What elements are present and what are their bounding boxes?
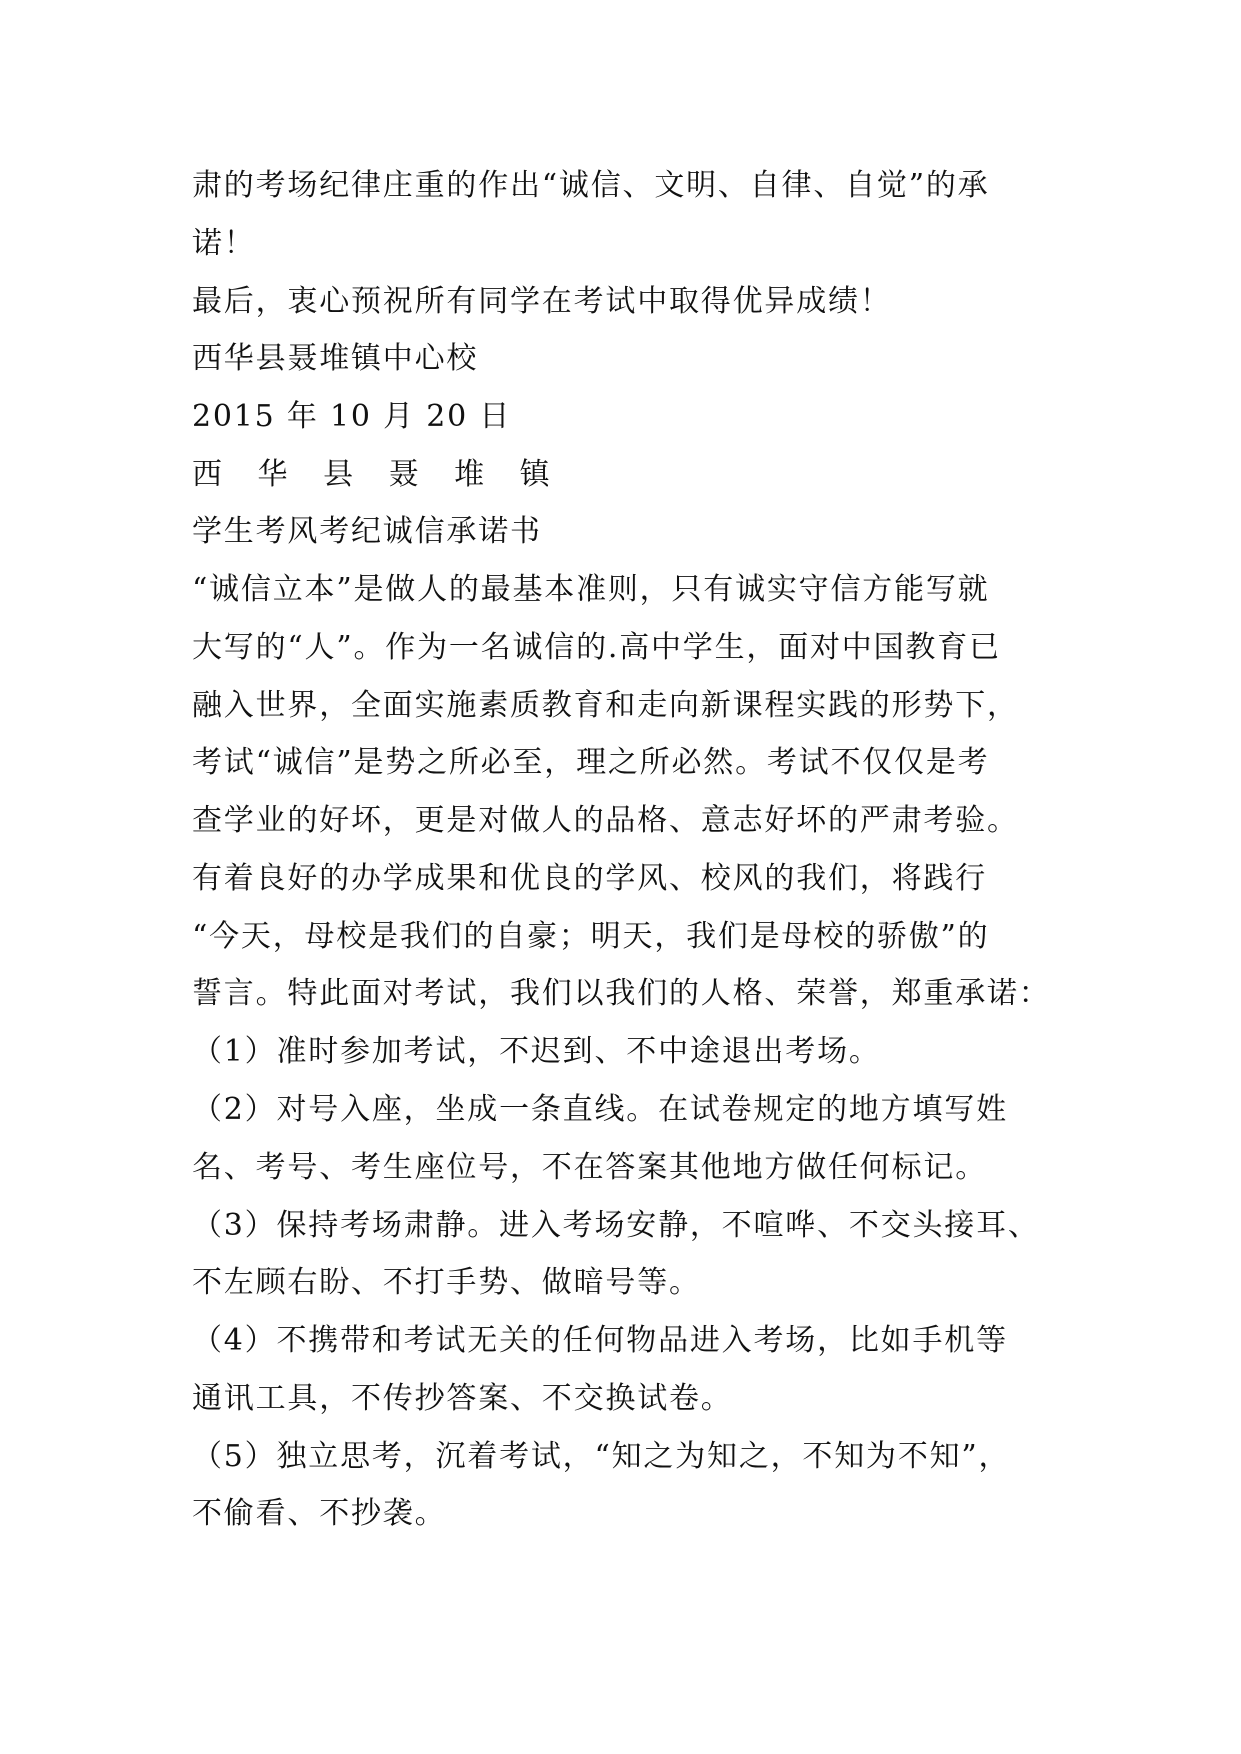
intro-continuation-line: 肃的考场纪律庄重的作出“诚信、文明、自律、自觉”的承 — [192, 168, 990, 203]
intro-continuation-line: 诺！ — [192, 226, 256, 261]
body-paragraph-line: 大写的“人”。作为一名诚信的.高中学生，面对中国教育已 — [192, 630, 1001, 665]
closing-wish: 最后，衷心预祝所有同学在考试中取得优异成绩！ — [192, 284, 892, 319]
pledge-line: 名、考号、考生座位号，不在答案其他地方做任何标记。 — [192, 1150, 987, 1185]
date: 2015 年 10 月 20 日 — [192, 399, 512, 434]
body-paragraph-line: 有着良好的办学成果和优良的学风、校风的我们，将践行 — [192, 861, 987, 896]
body-paragraph-line: “今天，母校是我们的自豪；明天，我们是母校的骄傲”的 — [192, 919, 990, 954]
pledge-line: 不左顾右盼、不打手势、做暗号等。 — [192, 1265, 701, 1300]
pledge-line: 不偷看、不抄袭。 — [192, 1496, 447, 1531]
body-paragraph-line: “诚信立本”是做人的最基本准则，只有诚实守信方能写就 — [192, 572, 990, 607]
heading-school: 西 华 县 聂 堆 镇 — [192, 457, 563, 492]
body-paragraph-line: 融入世界，全面实施素质教育和走向新课程实践的形势下， — [192, 688, 1019, 723]
signature: 西华县聂堆镇中心校 — [192, 341, 479, 376]
pledge-line: （3）保持考场肃静。进入考场安静，不喧哗、不交头接耳、 — [192, 1208, 1040, 1243]
body-paragraph-line: 考试“诚信”是势之所必至，理之所必然。考试不仅仅是考 — [192, 745, 990, 780]
body-paragraph-line: 誓言。特此面对考试，我们以我们的人格、荣誉，郑重承诺： — [192, 976, 1051, 1011]
heading-title: 学生考风考纪诚信承诺书 — [192, 514, 542, 549]
body-paragraph-line: 查学业的好坏，更是对做人的品格、意志好坏的严肃考验。 — [192, 803, 1019, 838]
pledge-line: （5）独立思考，沉着考试，“知之为知之，不知为不知”， — [192, 1439, 1011, 1474]
pledge-line: （4）不携带和考试无关的任何物品进入考场，比如手机等 — [192, 1323, 1008, 1358]
pledge-line: （1）准时参加考试，不迟到、不中途退出考场。 — [192, 1034, 881, 1069]
pledge-line: 通讯工具，不传抄答案、不交换试卷。 — [192, 1381, 733, 1416]
pledge-line: （2）对号入座，坐成一条直线。在试卷规定的地方填写姓 — [192, 1092, 1008, 1127]
